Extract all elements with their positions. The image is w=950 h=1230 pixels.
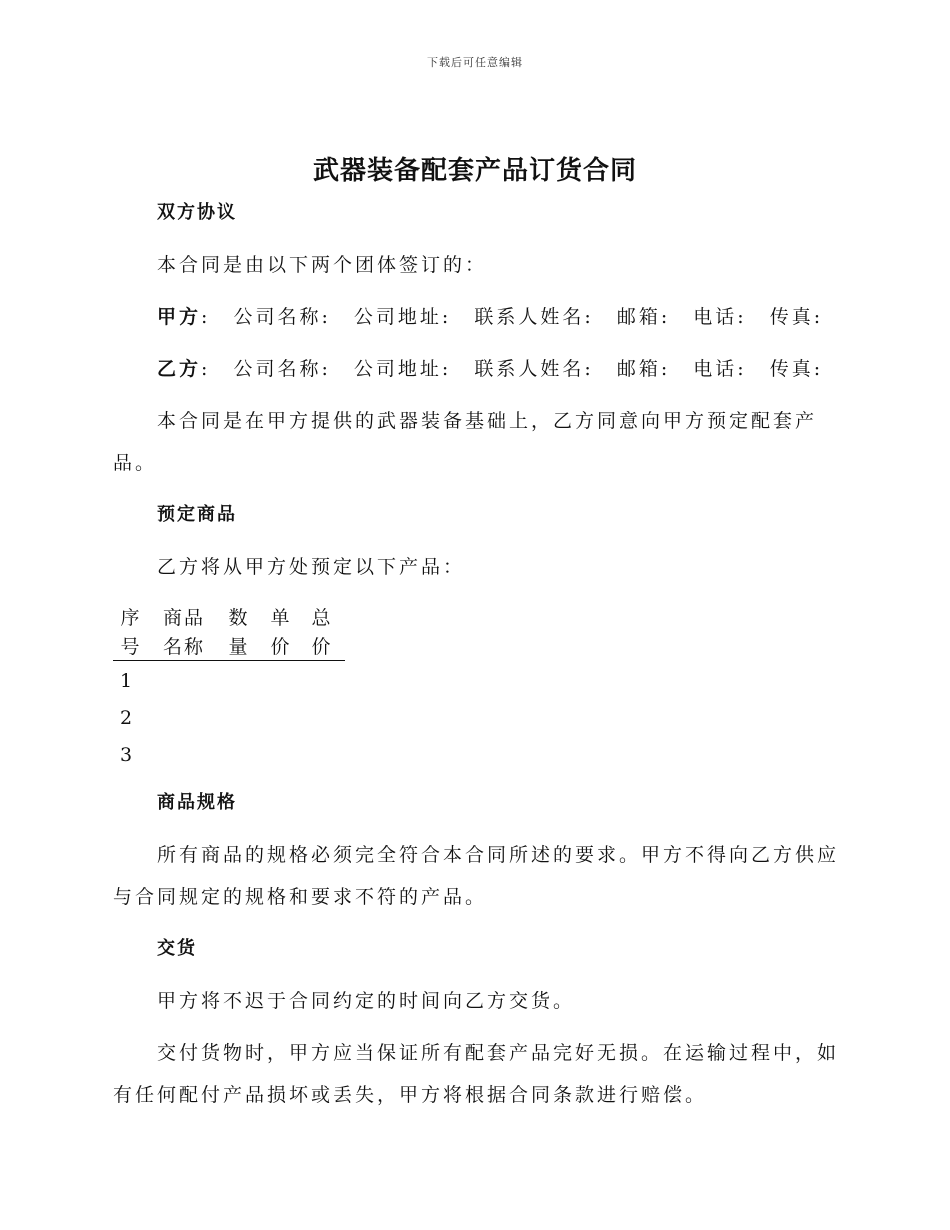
order-table-header — [113, 602, 345, 661]
party-a-fax: 传真: — [769, 306, 824, 328]
party-b-phone: 电话: — [693, 358, 747, 380]
section-heading-spec: 商品规格 — [157, 792, 237, 813]
table-row: 2 — [120, 707, 133, 729]
party-b-label: 乙方 — [157, 358, 202, 380]
column-header-serial-line1: 序 — [120, 607, 142, 629]
column-header-unit-price — [265, 604, 297, 662]
column-header-product-name-line1: 商品 — [162, 607, 205, 629]
party-a-contact-name: 联系人姓名: — [474, 306, 594, 328]
agreement-purpose-line-1: 本合同是在甲方提供的武器装备基础上，乙方同意向甲方预定配套产 — [157, 410, 818, 432]
section-heading-delivery: 交货 — [157, 938, 197, 959]
delivery-line-2: 交付货物时，甲方应当保证所有配套产品完好无损。在运输过程中，如 — [157, 1042, 840, 1064]
party-b-fax: 传真: — [769, 358, 824, 380]
agreement-intro: 本合同是由以下两个团体签订的： — [157, 254, 488, 276]
column-header-quantity-line2: 量 — [228, 636, 250, 658]
column-header-total-price-line1: 总 — [311, 607, 333, 629]
party-a-label: 甲方 — [157, 306, 202, 328]
column-header-unit-price-line2: 价 — [270, 636, 292, 658]
column-header-total-price-line2: 价 — [311, 636, 333, 658]
column-header-product-name — [159, 604, 209, 662]
party-b-email: 邮箱: — [616, 358, 671, 380]
party-b-company-name: 公司名称: — [233, 358, 331, 380]
column-header-serial — [113, 604, 149, 662]
party-a-phone: 电话: — [693, 306, 747, 328]
column-header-serial-line2: 号 — [120, 636, 142, 658]
order-table — [113, 602, 345, 766]
party-b-company-address: 公司地址: — [353, 358, 452, 380]
delivery-line-3: 有任何配付产品损坏或丢失，甲方将根据合同条款进行赔偿。 — [113, 1084, 708, 1106]
document-title: 武器装备配套产品订货合同 — [312, 156, 637, 186]
agreement-purpose-line-2: 品。 — [113, 452, 158, 474]
party-a-line — [157, 302, 823, 329]
section-heading-agreement: 双方协议 — [157, 202, 237, 223]
delivery-line-1: 甲方将不迟于合同约定的时间向乙方交货。 — [157, 990, 576, 1012]
party-a-company-address: 公司地址: — [353, 306, 452, 328]
party-a-company-name: 公司名称: — [233, 306, 331, 328]
column-header-product-name-line2: 名称 — [162, 636, 205, 658]
party-a-email: 邮箱: — [616, 306, 671, 328]
spec-line-1: 所有商品的规格必须完全符合本合同所述的要求。甲方不得向乙方供应 — [157, 844, 840, 866]
page-header-note: 下载后可任意编辑 — [427, 56, 523, 69]
column-header-quantity — [223, 604, 255, 662]
column-header-unit-price-line1: 单 — [270, 607, 292, 629]
table-row: 1 — [120, 670, 133, 692]
party-b-colon: : — [201, 358, 211, 380]
order-intro: 乙方将从甲方处预定以下产品： — [157, 556, 466, 578]
party-b-contact-name: 联系人姓名: — [474, 358, 594, 380]
table-row: 3 — [120, 744, 133, 766]
party-a-colon: : — [201, 306, 211, 328]
column-header-total-price — [306, 604, 338, 662]
party-b-line — [157, 354, 823, 381]
column-header-quantity-line1: 数 — [228, 607, 250, 629]
spec-line-2: 与合同规定的规格和要求不符的产品。 — [113, 886, 488, 908]
section-heading-order: 预定商品 — [157, 504, 237, 525]
